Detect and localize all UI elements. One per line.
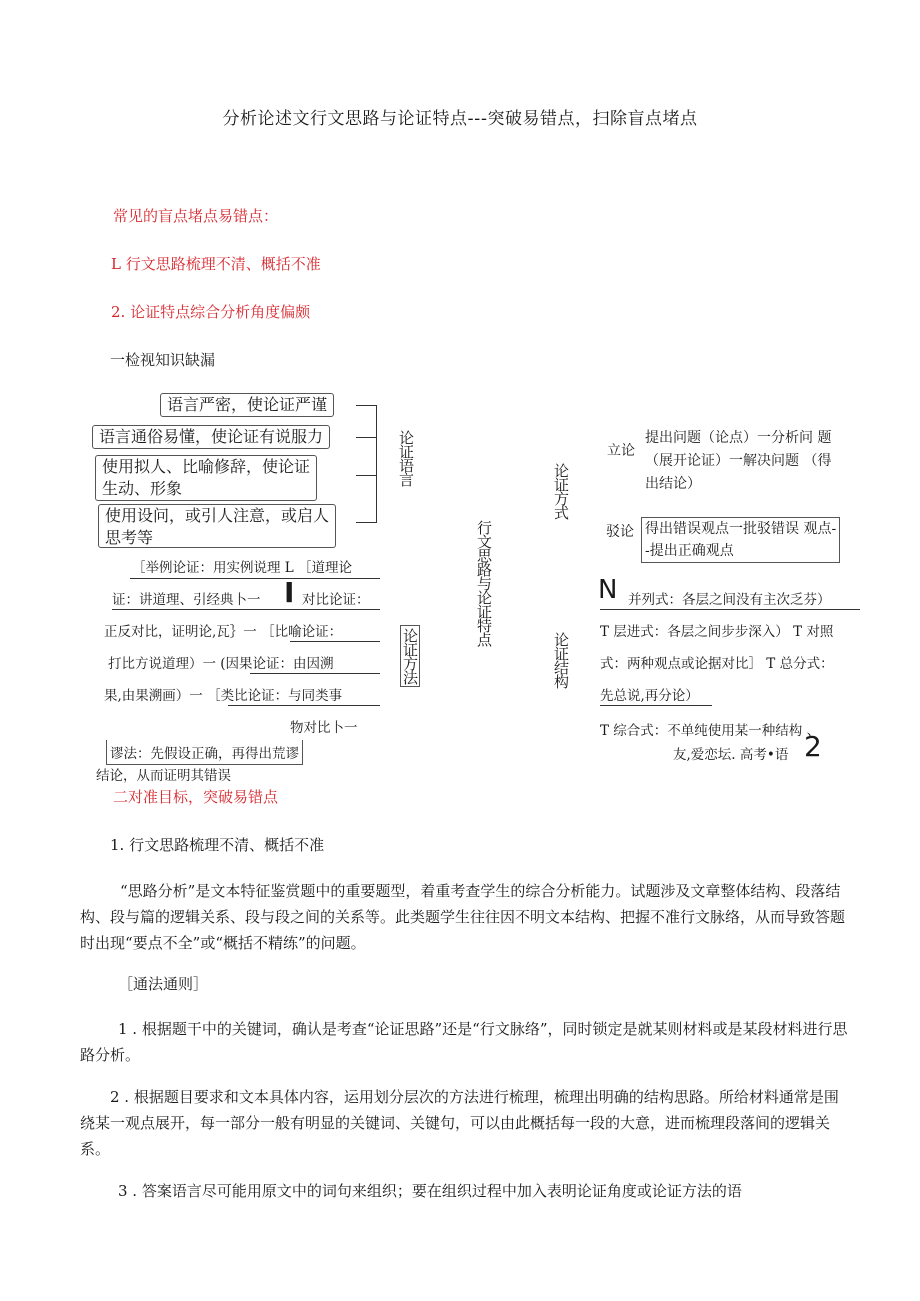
method-line-3: 对比论证： [302, 592, 370, 608]
method-line-5: 打比方说道理）一 (因果论证：由因溯 [108, 656, 334, 672]
underline [290, 641, 380, 642]
language-box-4 [98, 504, 336, 548]
method-line-6: 果,由果溯画）一 ［类比论证：与同类事 [104, 688, 343, 704]
struct-line-4: 先总说,再分论） [600, 688, 699, 704]
bracket-line [356, 522, 376, 523]
bracket-line [356, 437, 376, 438]
lilun-content [645, 427, 831, 496]
bracket-line [356, 475, 376, 476]
language-box-2: 语言通俗易懂，使论证有说服力 [92, 425, 330, 449]
intro-item-1: L 行文思路梳理不清、概括不准 [111, 255, 321, 273]
language-box-3-line2: 生动、形象 [102, 479, 183, 498]
method-line-1: ［举例论证：用实例说理 L ［道理论 [132, 560, 353, 576]
section2-heading: 二对准目标，突破易错点 [113, 788, 279, 806]
section1-heading: 一检视知识缺漏 [110, 351, 216, 369]
label-method2: 论证方法 [400, 625, 420, 687]
bolun-label: 驳论 [606, 524, 634, 540]
struct-line-3: 式：两种观点或论据对比］ T 总分式： [600, 656, 834, 672]
struct-line-5: T 综合式：不单纯使用某一种结构 、 [600, 723, 821, 739]
underline [600, 609, 860, 610]
lilun-label: 立论 [607, 443, 635, 459]
language-box-1: 语言严密，使论证严谨 [160, 393, 334, 417]
language-box-3-line1: 使用拟人、比喻修辞，使论证 [102, 457, 311, 476]
label-structure: 论证结构 [552, 632, 570, 688]
lilun-line-2: （展开论证）一解决问题 （得 [645, 453, 832, 469]
sub1-heading: 1. 行文思路梳理不清、概括不准 [110, 836, 325, 854]
underline [112, 609, 380, 610]
label-language: 论证语言 [397, 430, 415, 486]
method-line-2: 证：讲道理、引经典卜一 [112, 592, 261, 608]
underline [130, 578, 380, 579]
lilun-line-3: 出结论） [645, 476, 701, 492]
page-title: 分析论述文行文思路与论证特点---突破易错点，扫除盲点堵点 [222, 109, 698, 129]
bolun-line-2: -提出正确观点 [645, 543, 734, 559]
bracket-line [376, 405, 377, 523]
struct-line-1: 并列式：各层之间没有主次乏芬） [628, 592, 831, 608]
intro-item-2: 2. 论证特点综合分析角度偏颇 [111, 303, 311, 321]
method-line-7: 物对比卜一 [290, 720, 358, 736]
big-letter-i: I [284, 576, 295, 609]
rule-1: 1 . 根据题干中的关键词，确认是考查“论证思路”还是“行文脉络”，同时锁定是就某则材料或是某段材料进行思路分析。 [80, 1020, 848, 1064]
underline [600, 705, 712, 706]
label-center: 行文思路与论证特点 [475, 520, 493, 646]
method-line-4: 正反对比，证明论,瓦｝一 ［比喻论证： [104, 624, 343, 640]
intro-heading: 常见的盲点堵点易错点： [113, 207, 279, 225]
rule-2: 2 . 根据题目要求和文本具体内容，运用划分层次的方法进行梳理，梳理出明确的结构思路。所给材料通常是围绕某一观点展开，每一部分一般有明显的关键词、关键句，可以由此概括每一段的大意，进而梳理段落间的逻辑关系。 [80, 1088, 839, 1158]
rule-3: 3 . 答案语言尽可能用原文中的词句来组织；要在组织过程中加入表明论证角度或论证方法的语 [118, 1182, 742, 1200]
rule-heading: ［通法通则］ [118, 975, 209, 993]
body-para-1: “思路分析”是文本特征鉴赏题中的重要题型，着重考查学生的综合分析能力。试题涉及文章整体结构、段落结构、段与篇的逻辑关系、段与段之间的关系等。此类题学生往往因不明文本结构、把握不准行文脉络，从而导致答题时出现“要点不全”或“概括不精练”的问题。 [80, 882, 846, 952]
bolun-line-1: 得出错误观点一批驳错误 观点- [645, 521, 837, 537]
language-box-3 [95, 455, 317, 501]
struct-line-6: 友,爱恋坛. 高考•语 [673, 747, 789, 763]
lilun-line-1: 提出问题（论点）一分析问 题 [645, 430, 832, 446]
method-line-9: 结论，从而证明其错误 [96, 768, 231, 784]
method-line-8: 谬法：先假设正确，再得出荒谬 [106, 740, 303, 765]
struct-line-2: T 层进式：各层之间步步深入） T 对照 [600, 624, 834, 640]
big-letter-n: N [598, 575, 618, 605]
big-digit-2: 2 [804, 730, 822, 763]
language-box-4-line2: 思考等 [105, 528, 154, 547]
language-box-4-line1: 使用设问，或引人注意，或启人 [105, 506, 330, 525]
label-method: 论证方式 [552, 463, 570, 519]
underline [250, 673, 380, 674]
bracket-line [356, 405, 376, 406]
underline [228, 705, 380, 706]
bolun-box [641, 517, 840, 563]
